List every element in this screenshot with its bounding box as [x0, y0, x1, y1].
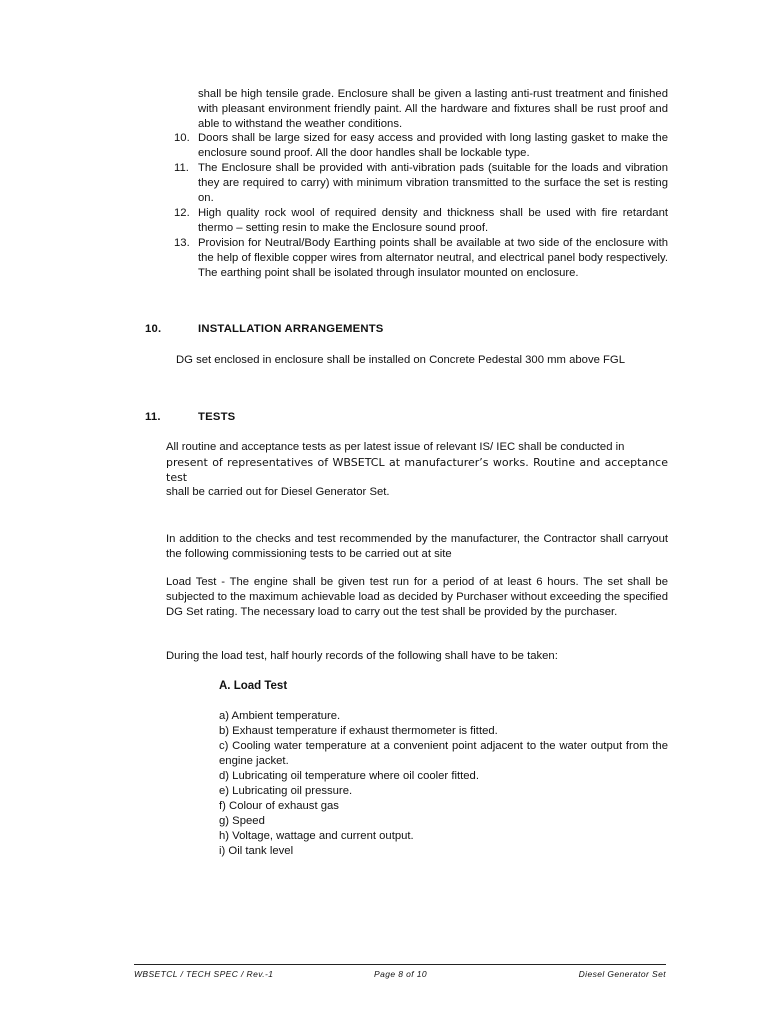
list-item: g) Speed [219, 815, 265, 827]
list-item: e) Lubricating oil pressure. [219, 785, 353, 797]
tests-paragraph-2: In addition to the checks and test recommended by the manufacturer, the Contractor shall carryout the following commissioning tests to be carried out at site [166, 533, 668, 560]
list-item: b) Exhaust temperature if exhaust thermometer is fitted. [219, 725, 498, 737]
tests-paragraph-1 [166, 440, 668, 500]
enclosure-item-13 [174, 236, 668, 281]
enclosure-item-10 [174, 131, 668, 161]
load-test-subheading: A. Load Test [219, 680, 288, 692]
item-text: The Enclosure shall be provided with anti-vibration pads (suitable for the loads and vibration they are required to carry) with minimum vibration transmitted to the surface the set is resting on. [198, 162, 668, 204]
item-number: 11. [174, 162, 189, 174]
list-item: i) Oil tank level [219, 845, 294, 857]
item-number: 13. [174, 237, 190, 249]
footer-page-number: Page 8 of 10 [374, 969, 428, 979]
section-11-title: TESTS [198, 411, 236, 423]
section-11-number: 11. [145, 411, 161, 423]
section-10-number: 10. [145, 323, 162, 335]
load-test-checklist [219, 709, 668, 859]
footer-doc-title: Diesel Generator Set [578, 969, 666, 979]
load-test-paragraph: Load Test - The engine shall be given test run for a period of at least 6 hours. The set shall be subjected to the maximum achievable load as decided by Purchaser without exceeding the specified DG Set rating. The necessary load to carry out the test shall be provided by the purchaser. [166, 576, 668, 618]
load-test-records-intro: During the load test, half hourly records of the following shall have to be taken: [166, 650, 558, 662]
item-number: 12. [174, 207, 190, 219]
enclosure-item-12 [174, 206, 668, 236]
tests-paragraph-1-line-2: present of representatives of WBSETCL at manufacturer’s works. Routine and acceptance test [166, 456, 668, 484]
list-item: d) Lubricating oil temperature where oil cooler fitted. [219, 770, 479, 782]
installation-text: DG set enclosed in enclosure shall be installed on Concrete Pedestal 300 mm above FGL [176, 354, 625, 366]
item-text: Provision for Neutral/Body Earthing points shall be available at two side of the enclosure with the help of flexible copper wires from alternator neutral, and electrical panel body respectively. The earthing point shall be isolated through insulator mounted on enclosure. [198, 237, 668, 279]
footer-doc-ref: WBSETCL / TECH SPEC / Rev.-1 [134, 969, 274, 979]
footer-divider [134, 964, 666, 965]
item-text: High quality rock wool of required density and thickness shall be used with fire retardant thermo – setting resin to make the Enclosure sound proof. [198, 207, 668, 234]
enclosure-continuation-text: shall be high tensile grade. Enclosure shall be given a lasting anti-rust treatment and finished with pleasant environment friendly paint. All the hardware and fixtures shall be rust proof and able to withstand the weather conditions. [198, 88, 668, 130]
list-item: a) Ambient temperature. [219, 710, 341, 722]
tests-paragraph-1-line-3: shall be carried out for Diesel Generator Set. [166, 486, 390, 498]
tests-paragraph-1-line-1: All routine and acceptance tests as per latest issue of relevant IS/ IEC shall be conducted in [166, 441, 625, 453]
list-item: c) Cooling water temperature at a convenient point adjacent to the water output from the engine jacket. [219, 740, 668, 767]
list-item: h) Voltage, wattage and current output. [219, 830, 414, 842]
enclosure-item-11 [174, 161, 668, 206]
section-10-title: INSTALLATION ARRANGEMENTS [198, 323, 384, 335]
item-text: Doors shall be large sized for easy access and provided with long lasting gasket to make the enclosure sound proof. All the door handles shall be lockable type. [198, 132, 668, 159]
list-item: f) Colour of exhaust gas [219, 800, 339, 812]
item-number: 10. [174, 132, 190, 144]
